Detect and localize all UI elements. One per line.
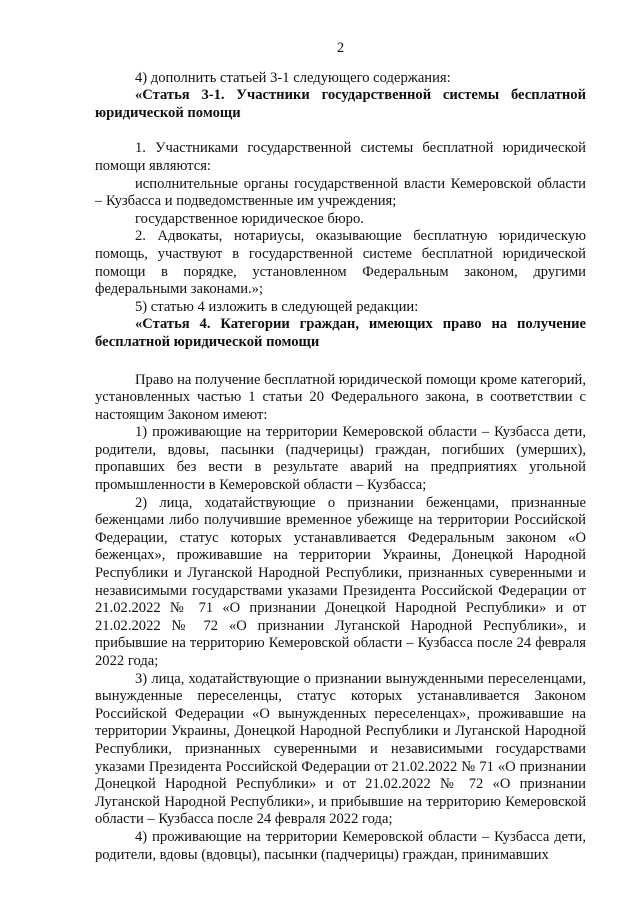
paragraph-article-4-intro: Право на получение бесплатной юридической помощи кроме категорий, установленных частью 1 статьи 20 Федерального закона, в соответствии с настоящим Законом имеют: xyxy=(95,371,586,423)
paragraph-category-2: 2) лица, ходатайствующие о признании беженцами, признанные беженцами либо получившие временное убежище на территории Российской Федерации, статус которых устанавливается Федеральным законом «О беженцах», проживавшие на территории Украины, Донецкой Народной Республики и Луганской Народной Республики, признанных суверенными и независимыми государствами указами Президента Российской Федерации от 21.02.2022 № 71 «О признании Донецкой Народной Республики» и от 21.02.2022 № 72 «О признании Луганской Народной Республики», и прибывшие на территорию Кемеровской области – Кузбасса после 24 февраля 2022 года; xyxy=(95,494,586,669)
paragraph-category-3: 3) лица, ходатайствующие о признании вынужденными переселенцами, вынужденные переселенцы, статус которых устанавливается Законом Российской Федерации «О вынужденных переселенцах», проживавшие на территории Украины, Донецкой Народной Республики и Луганской Народной Республики, признанных суверенными и независимыми государствами указами Президента Российской Федерации от 21.02.2022 № 71 «О признании Донецкой Народной Республики» и от 21.02.2022 № 72 «О признании Луганской Народной Республики», и прибывшие на территорию Кемеровской области – Кузбасса после 24 февраля 2022 года; xyxy=(95,670,586,828)
article-3-1-heading: «Статья 3-1. Участники государственной системы бесплатной юридической помощи xyxy=(95,87,586,121)
paragraph-category-1: 1) проживающие на территории Кемеровской области – Кузбасса дети, родители, вдовы, пасынки (падчерицы) граждан, погибших (умерших), пропавших без вести в результате аварий на предприятиях угольной промышленности в Кемеровской области – Кузбасса; xyxy=(95,424,586,494)
article-4-heading: «Статья 4. Категории граждан, имеющих право на получение бесплатной юридической помощи xyxy=(95,316,586,350)
paragraph-item-5: 5) статью 4 изложить в следующей редакции: xyxy=(135,298,419,315)
paragraph-legal-bureau: государственное юридическое бюро. xyxy=(135,210,364,227)
page-number: 2 xyxy=(336,40,345,56)
paragraph-executive-bodies: исполнительные органы государственной власти Кемеровской области – Кузбасса и подведомственные им учреждения; xyxy=(95,175,586,210)
paragraph-article-3-1-part-1: 1. Участниками государственной системы бесплатной юридической помощи являются: xyxy=(95,140,586,174)
paragraph-category-4: 4) проживающие на территории Кемеровской области – Кузбасса дети, родители, вдовы (вдовцы), пасынки (падчерицы) граждан, принимавших xyxy=(95,828,586,863)
paragraph-item-4: 4) дополнить статьей 3-1 следующего содержания: xyxy=(135,69,451,86)
paragraph-article-3-1-part-2: 2. Адвокаты, нотариусы, оказывающие бесплатную юридическую помощь, участвуют в государственной системе бесплатной юридической помощи в порядке, установленном Федеральным законом, другими федеральными законами.»; xyxy=(95,228,586,298)
